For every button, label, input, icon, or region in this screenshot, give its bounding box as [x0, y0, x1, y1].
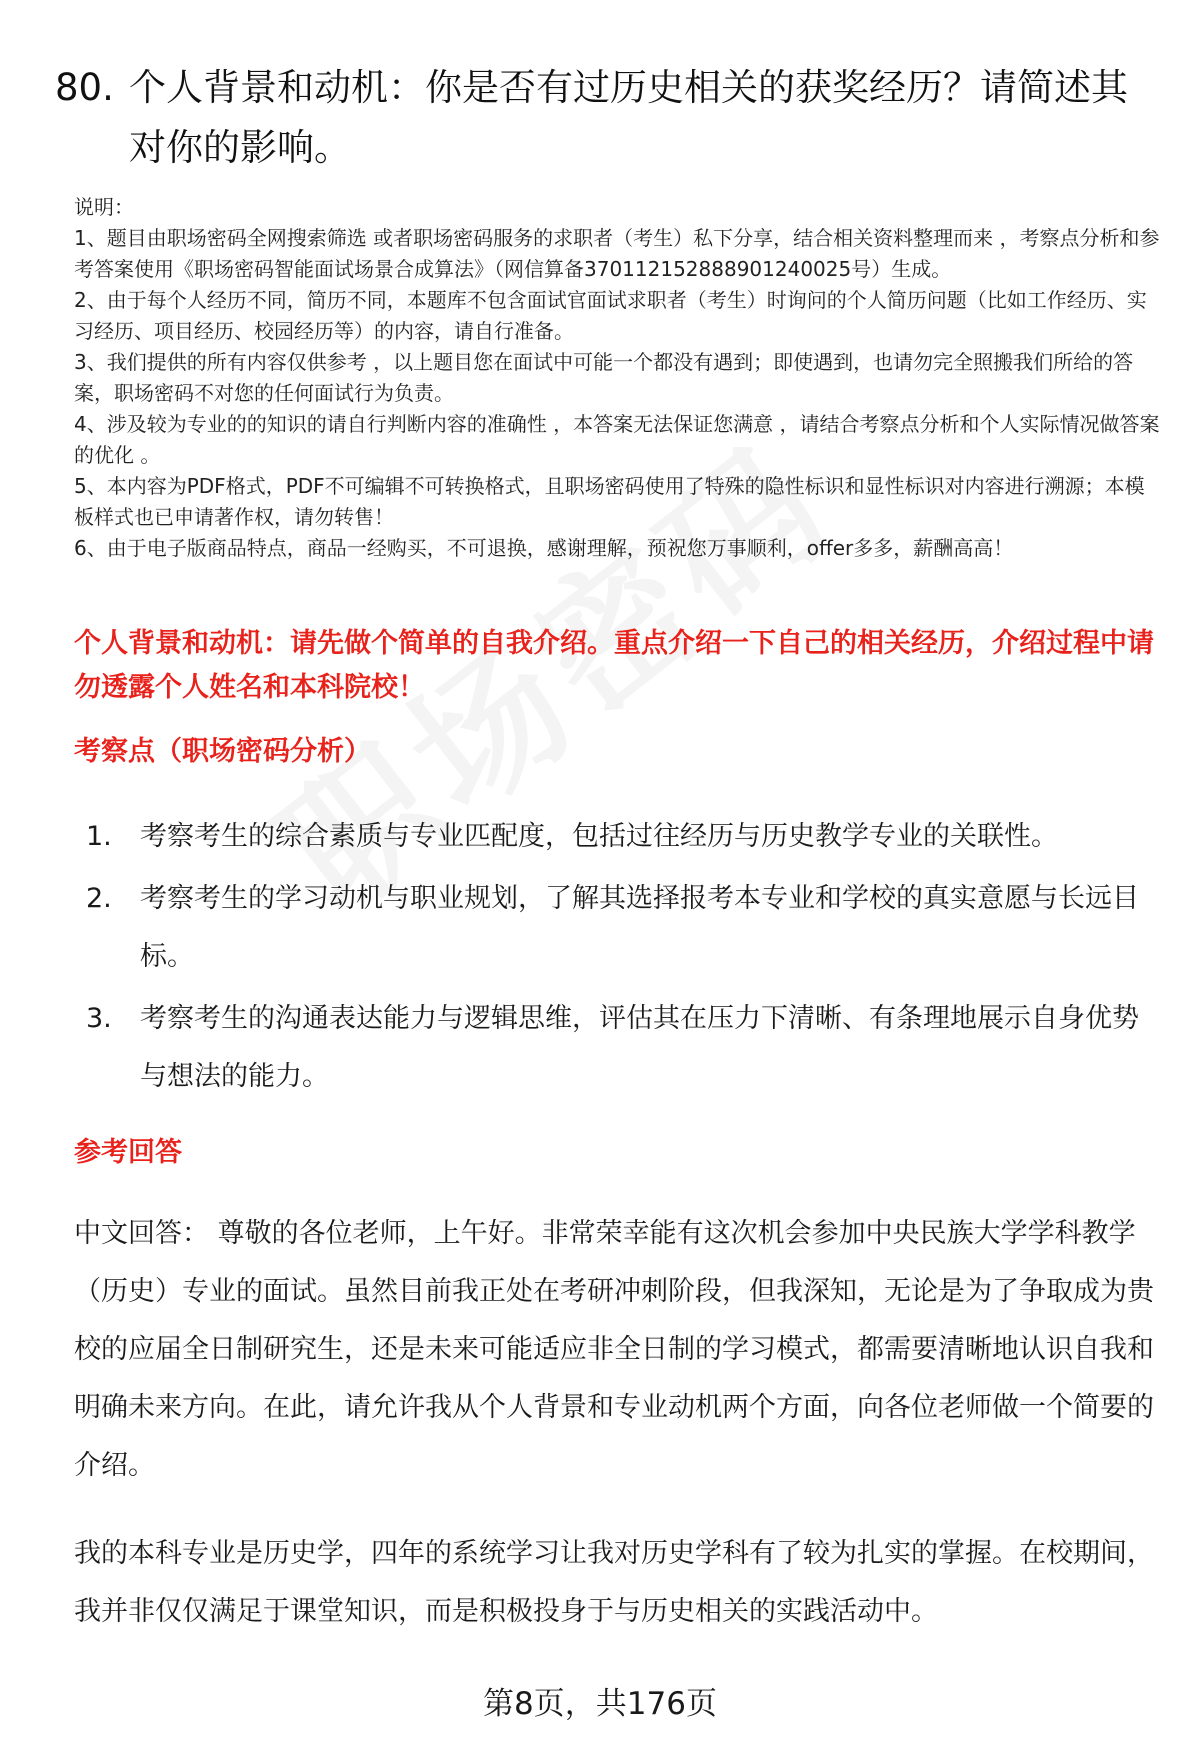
notes-block [74, 192, 1164, 564]
list-item [74, 990, 1154, 1106]
point-text: 考察考生的综合素质与专业匹配度，包括过往经历与历史教学专业的关联性。 [140, 821, 1058, 852]
point-number: 1. [86, 821, 112, 852]
answer-paragraph: 中文回答： 尊敬的各位老师，上午好。非常荣幸能有这次机会参加中央民族大学学科教学（历史）专业的面试。虽然目前我正处在考研冲刺阶段，但我深知，无论是为了争取成为贵校的应届全日制研究生，还是未来可能适应非全日制的学习模式，都需要清晰地认识自我和明确未来方向。在此，请允许我从个人背景和专业动机两个方面，向各位老师做一个简要的介绍。 [74, 1218, 1154, 1481]
point-text: 考察考生的学习动机与职业规划，了解其选择报考本专业和学校的真实意愿与长远目标。 [140, 883, 1139, 972]
notes-item: 6、由于电子版商品特点，商品一经购买，不可退换，感谢理解，预祝您万事顺利，offer多多，薪酬高高！ [74, 536, 1014, 560]
point-number: 2. [86, 883, 112, 914]
notes-item: 4、涉及较为专业的的知识的请自行判断内容的准确性 ，本答案无法保证您满意 ，请结合考察点分析和个人实际情况做答案的优化 。 [74, 412, 1160, 467]
page-footer: 第8页，共176页 [483, 1686, 717, 1722]
question-text: 个人背景和动机：你是否有过历史相关的获奖经历？请简述其对你的影响。 [129, 66, 1128, 169]
point-number: 3. [86, 1003, 112, 1034]
analysis-points [74, 808, 1154, 1110]
question-number: 80. [55, 66, 114, 109]
list-item [74, 808, 1154, 866]
question-title [55, 58, 1155, 178]
reference-answer [74, 1205, 1154, 1671]
answer-paragraph: 我的本科专业是历史学，四年的系统学习让我对历史学科有了较为扎实的掌握。在校期间，我并非仅仅满足于课堂知识，而是积极投身于与历史相关的实践活动中。 [74, 1538, 1154, 1627]
notes-item: 2、由于每个人经历不同，简历不同，本题库不包含面试官面试求职者（考生）时询问的个人简历问题（比如工作经历、实习经历、项目经历、校园经历等）的内容，请自行准备。 [74, 288, 1147, 343]
notes-item: 3、我们提供的所有内容仅供参考 ，以上题目您在面试中可能一个都没有遇到；即使遇到，也请勿完全照搬我们所给的答案，职场密码不对您的任何面试行为负责。 [74, 350, 1134, 405]
notes-title: 说明： [74, 195, 134, 219]
reference-heading: 参考回答 [74, 1137, 182, 1168]
list-item [74, 870, 1154, 986]
intro-prompt: 个人背景和动机：请先做个简单的自我介绍。重点介绍一下自己的相关经历，介绍过程中请勿透露个人姓名和本科院校！ [74, 628, 1154, 703]
point-text: 考察考生的沟通表达能力与逻辑思维，评估其在压力下清晰、有条理地展示自身优势与想法的能力。 [140, 1003, 1139, 1092]
analysis-heading: 考察点（职场密码分析） [74, 736, 371, 767]
notes-item: 1、题目由职场密码全网搜索筛选 或者职场密码服务的求职者（考生）私下分享，结合相关资料整理而来 ，考察点分析和参考答案使用《职场密码智能面试场景合成算法》（网信算备370112152888901240025号）生成。 [74, 226, 1160, 281]
notes-item: 5、本内容为PDF格式，PDF不可编辑不可转换格式，且职场密码使用了特殊的隐性标识和显性标识对内容进行溯源；本模板样式也已申请著作权，请勿转售！ [74, 474, 1145, 529]
